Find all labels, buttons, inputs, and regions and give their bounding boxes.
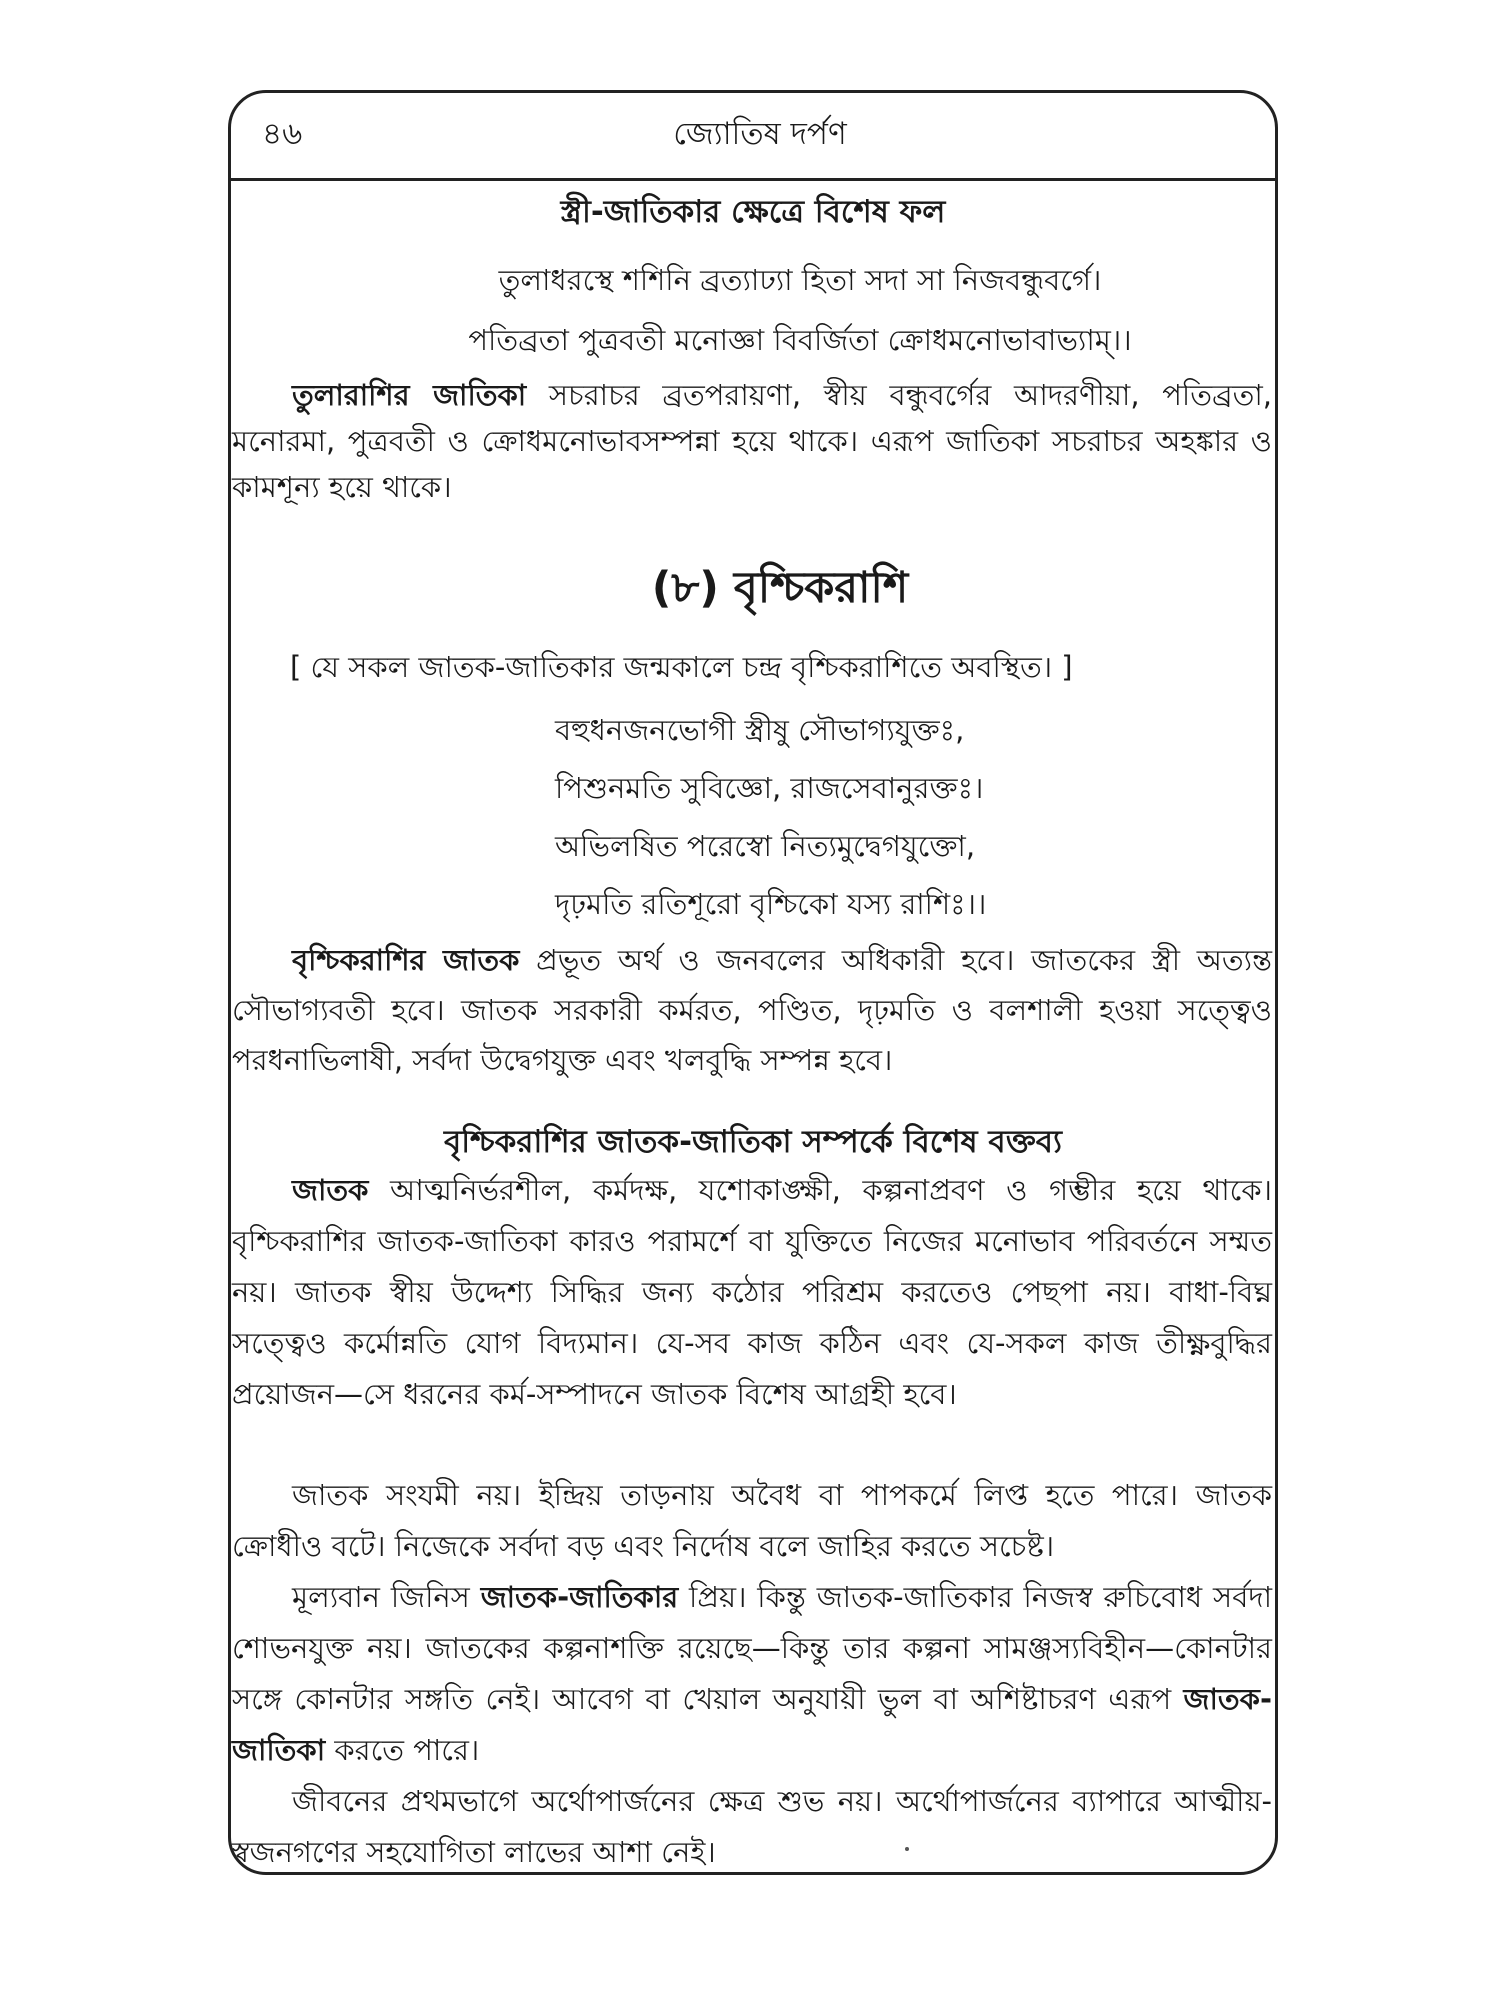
verse-line: দৃঢ়মতি রতিশূরো বৃশ্চিকো যস্য রাশিঃ।। [555, 887, 987, 921]
verse-line: অভিলষিত পরেস্বো নিত্যমুদ্বেগযুক্তো, [555, 829, 976, 863]
paragraph-text: প্রভূত অর্থ ও জনবলের অধিকারী হবে। জাতকের স্ত্রী অত্যন্ত সৌভাগ্যবতী হবে। জাতক সরকারী কর্মরত, পণ্ডিত, দৃঢ়মতি ও বলশালী হওয়া সত্ত্বেও পরধনাভিলাষী, সর্বদা উদ্বেগযুক্ত এবং খলবুদ্ধি সম্পন্ন হবে। [232, 943, 1272, 1077]
verse-line: পিশুনমতি সুবিজ্ঞো, রাজসেবানুরক্তঃ। [555, 771, 984, 805]
paragraph-earnings: জীবনের প্রথমভাগে অর্থোপার্জনের ক্ষেত্র শুভ নয়। অর্থোপার্জনের ব্যাপারে আত্মীয়-স্বজনগণের সহযোগিতা লাভের আশা নেই। [232, 1784, 1272, 1869]
verse-line: পতিব্রতা পুত্রবতী মনোজ্ঞা বিবর্জিতা ক্রোধমনোভাবাভ্যাম্।। [468, 323, 1132, 357]
bold-term: বৃশ্চিকরাশির জাতক [292, 943, 520, 977]
paragraph-vrishchik-jatak [232, 935, 1272, 1085]
bold-term: জাতক [292, 1173, 369, 1207]
paragraph-tula-jatika [232, 372, 1272, 510]
verse-line: বহুধনজনভোগী স্ত্রীষু সৌভাগ্যযুক্তঃ, [555, 713, 965, 747]
paragraph-text: সচরাচর ব্রতপরায়ণা, স্বীয় বন্ধুবর্গের আদরণীয়া, পতিব্রতা, মনোরমা, পুত্রবতী ও ক্রোধমনোভাবসম্পন্না হয়ে থাকে। এরূপ জাতিকা সচরাচর অহঙ্কার ও কামশূন্য হয়ে থাকে। [232, 378, 1272, 504]
paragraph-jatak-traits [232, 1165, 1272, 1420]
print-speck [905, 1847, 909, 1851]
section-title-vrishchik: (৮) বৃশ্চিকরাশি [651, 563, 909, 613]
paragraph-jatak-temper: জাতক সংযমী নয়। ইন্দ্রিয় তাড়নায় অবৈধ বা পাপকর্মে লিপ্ত হতে পারে। জাতক ক্রোধীও বটে। নিজেকে সর্বদা বড় এবং নির্দোষ বলে জাহির করতে সচেষ্ট। [232, 1478, 1272, 1563]
running-title: জ্যোতিষ দর্পণ [673, 116, 847, 152]
section-heading-special: বৃশ্চিকরাশির জাতক-জাতিকা সম্পর্কে বিশেষ বক্তব্য [443, 1124, 1063, 1160]
paragraph-text: আত্মনির্ভরশীল, কর্মদক্ষ, যশোকাঙ্ক্ষী, কল্পনাপ্রবণ ও গম্ভীর হয়ে থাকে। বৃশ্চিকরাশির জাতক-জাতিকা কারও পরামর্শে বা যুক্তিতে নিজের মনোভাব পরিবর্তনে সম্মত নয়। জাতক স্বীয় উদ্দেশ্য সিদ্ধির জন্য কঠোর পরিশ্রম করতেও পেছপা নয়। বাধা-বিঘ্ন সত্ত্বেও কর্মোন্নতি যোগ বিদ্যমান। যে-সব কাজ কঠিন এবং যে-সকল কাজ তীক্ষ্ণবুদ্ধির প্রয়োজন—সে ধরনের কর্ম-সম্পাদনে জাতক বিশেষ আগ্রহী হবে। [232, 1173, 1272, 1411]
bold-term: তুলারাশির জাতিকা [292, 378, 527, 412]
page-number: ৪৬ [262, 116, 303, 152]
bracket-note: [ যে সকল জাতক-জাতিকার জন্মকালে চন্দ্র বৃশ্চিকরাশিতে অবস্থিত। ] [290, 650, 1073, 684]
section-heading-female: স্ত্রী-জাতিকার ক্ষেত্রে বিশেষ ফল [560, 194, 946, 230]
paragraph-jatak-taste: মূল্যবান জিনিস জাতক-জাতিকার প্রিয়। কিন্তু জাতক-জাতিকার নিজস্ব রুচিবোধ সর্বদা শোভনযুক্ত নয়। জাতকের কল্পনাশক্তি রয়েছে—কিন্তু তার কল্পনা সামঞ্জস্যবিহীন—কোনটার সঙ্গে কোনটার সঙ্গতি নেই। আবেগ বা খেয়াল অনুযায়ী ভুল বা অশিষ্টাচরণ এরূপ জাতক-জাতিকা করতে পারে। [232, 1580, 1272, 1767]
header-divider [228, 178, 1278, 181]
bold-term: জাতক-জাতিকা [232, 1682, 1272, 1767]
verse-line: তুলাধরস্থে শশিনি ব্রত্যাঢ্যা হিতা সদা সা নিজবন্ধুবর্গে। [498, 263, 1102, 297]
bold-term: জাতক-জাতিকার [480, 1580, 679, 1614]
